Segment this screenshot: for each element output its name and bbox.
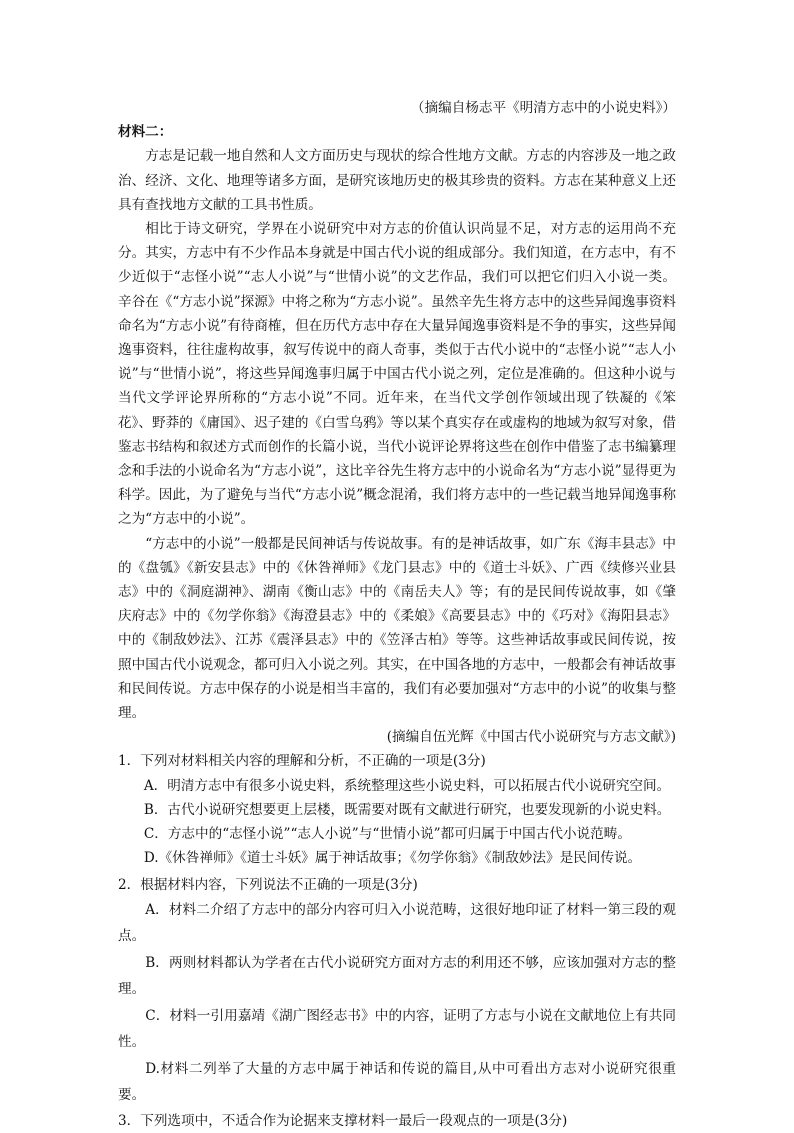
question-1-option-d: D.《休咎禅师》《道士斗妖》属于神话故事；《勿学你翁》《制敌妙法》是民间传说。 xyxy=(143,850,642,867)
material-2-heading: 材料二： xyxy=(118,124,173,141)
question-2-option-b: B．两则材料都认为学者在古代小说研究方面对方志的利用还不够，应该加强对方志的整理。 xyxy=(118,954,676,997)
material-2-paragraph-2: 相比于诗文研究，学界在小说研究中对方志的价值认识尚显不足，对方志的运用尚不充分。其实，方志中有不少作品本身就是中国古代小说的组成部分。我们知道，在方志中，有不少近似于“志怪小说”“志人小说”与“世情小说”的文艺作品，我们可以把它们归入小说一类。辛谷在《“方志小说”探源》中将之称为“方志小说”。虽然辛先生将方志中的这些异闻逸事资料命名为“方志小说”有待商榷，但在历代方志中存在大量异闻逸事资料是不争的事实，这些异闻逸事资料，往往虚构故事，叙写传说中的商人奇事，类似于古代小说中的“志怪小说”“志人小说”与“世情小说”，将这些异闻逸事归属于中国古代小说之列，定位是准确的。但这种小说与当代文学评论界所称的“方志小说”不同。近年来，在当代文学创作领域出现了铁凝的《笨花》、野莽的《庸国》、迟子建的《白雪乌鸦》等以某个真实存在或虚构的地域为叙写对象，借鉴志书结构和叙述方式而创作的长篇小说，当代小说评论界将这些在创作中借鉴了志书编纂理念和手法的小说命名为“方志小说”，这比辛谷先生将方志中的小说命名为“方志小说”显得更为科学。因此，为了避免与当代“方志小说”概念混淆，我们将方志中的一些记载当地异闻逸事称之为“方志中的小说”。 xyxy=(118,221,676,528)
document-body xyxy=(118,96,676,1133)
material-2-paragraph-3: “方志中的小说”一般都是民间神话与传说故事。有的是神话故事，如广东《海丰县志》中的《盘瓠》《新安县志》中的《休咎禅师》《龙门县志》中的《道士斗妖》、广西《续修兴业县志》中的《洞庭湖神》、湖南《衡山志》中的《南岳夫人》等；有的是民间传说故事，如《肇庆府志》中的《勿学你翁》《海澄县志》中的《柔娘》《高要县志》中的《巧对》《海阳县志》中的《制敌妙法》、江苏《震泽县志》中的《笠泽古柏》等等。这些神话故事或民间传说，按照中国古代小说观念，都可归入小说之列。其实，在中国各地的方志中，一般都会有神话故事和民间传说。方志中保存的小说是相当丰富的，我们有必要加强对“方志中的小说”的收集与整理。 xyxy=(118,535,676,722)
question-3 xyxy=(118,1109,676,1133)
question-1-option-b: B．古代小说研究想要更上层楼，既需要对既有文献进行研究，也要发现新的小说史料。 xyxy=(143,801,671,818)
question-2-option-d: D.材料二列举了大量的方志中属于神话和传说的篇目,从中可看出方志对小说研究很重要。 xyxy=(118,1060,676,1103)
source-citation-2: (摘编自伍光辉《中国古代小说研究与方志文献》) xyxy=(386,729,676,746)
question-2 xyxy=(118,873,676,1108)
question-1 xyxy=(118,749,676,870)
question-1-stem: 1．下列对材料相关内容的理解和分析，不正确的一项是(3分) xyxy=(118,753,486,770)
question-3-stem: 3．下列选项中，不适合作为论据来支撑材料一最后一段观点的一项是(3分) xyxy=(118,1112,568,1129)
question-2-option-c: C．材料一引用嘉靖《湖广图经志书》中的内容，证明了方志与小说在文献地位上有共同性。 xyxy=(118,1007,676,1050)
question-1-option-c: C．方志中的“志怪小说”“志人小说”与“世情小说”都可归属于中国古代小说范畴。 xyxy=(143,826,631,843)
question-2-stem: 2．根据材料内容，下列说法不正确的一项是(3分) xyxy=(118,876,418,893)
source-citation-1: （摘编自杨志平《明清方志中的小说史料》） xyxy=(410,100,676,116)
material-2-paragraph-1: 方志是记载一地自然和人文方面历史与现状的综合性地方文献。方志的内容涉及一地之政治、经济、文化、地理等诸多方面，是研究该地历史的极其珍贵的资料。方志在某种意义上还具有查找地方文献的工具书性质。 xyxy=(118,148,676,213)
question-1-option-a: A．明清方志中有很多小说史料，系统整理这些小说史料，可以拓展古代小说研究空间。 xyxy=(143,777,671,794)
question-2-option-a: A．材料二介绍了方志中的部分内容可归入小说范畴，这很好地印证了材料一第三段的观点。 xyxy=(118,901,676,944)
